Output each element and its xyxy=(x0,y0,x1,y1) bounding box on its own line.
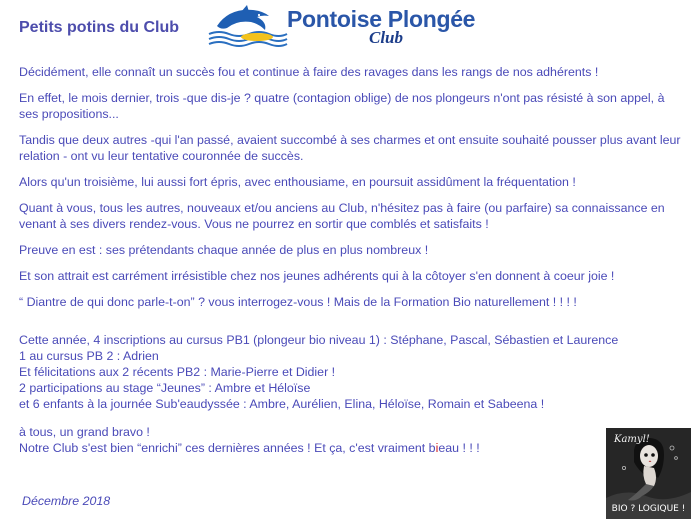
mermaid-illustration xyxy=(606,428,691,519)
article-body xyxy=(19,64,683,456)
paragraph: “ Diantre de qui donc parle-t-on” ? vous interrogez-vous ! Mais de la Formation Bio naturellement ! ! ! ! xyxy=(19,295,577,309)
highlight-letter: i xyxy=(435,441,439,455)
paragraph: Alors qu'un troisième, lui aussi fort épris, avec enthousiame, en poursuit assidûment la fréquentation ! xyxy=(19,175,576,189)
logo-wordmark: Pontoise Plongée xyxy=(287,6,476,32)
closing-text: Notre Club s'est bien “enrichi” ces dernières années ! Et ça, c'est vraiment b xyxy=(19,441,436,455)
stats-line: Cette année, 4 inscriptions au cursus PB1 (plongeur bio niveau 1) : Stéphane, Pascal, Sébastien et Laurence xyxy=(19,333,619,347)
page-header xyxy=(0,0,700,56)
paragraph: Et son attrait est carrément irrésistible chez nos jeunes adhérents qui à la côtoyer s'en donnent à coeur joie ! xyxy=(19,269,615,283)
stats-line: 1 au cursus PB 2 : Adrien xyxy=(19,349,159,363)
paragraph: Décidément, elle connaît un succès fou et continue à faire des ravages dans les rangs de nos adhérents ! xyxy=(19,65,599,79)
paragraph: Tandis que deux autres -qui l'an passé, avaient succombé à ses charmes et ont ensuite souhaité pousser plus avant leur relation - ont vu leur tentative couronnée de succès. xyxy=(19,133,681,163)
stats-line: Et félicitations aux 2 récents PB2 : Marie-Pierre et Didier ! xyxy=(19,365,336,379)
closing-line xyxy=(19,440,683,456)
page-title: Petits potins du Club xyxy=(19,19,179,36)
paragraph: En effet, le mois dernier, trois -que dis-je ? quatre (contagion oblige) de nos plongeurs n'ont pas résisté à son appel, à ses propositions... xyxy=(19,91,665,121)
paragraph: Quant à vous, tous les autres, nouveaux et/ou anciens au Club, n'hésitez pas à faire (ou parfaire) sa connaissance en venant à ses divers rendez-vous. Vous ne pourrez en sortir que comblés et satisfaits ! xyxy=(19,201,665,231)
stats-block xyxy=(19,332,683,412)
dolphin-logo-icon xyxy=(207,4,289,48)
stats-line: 2 participations au stage “Jeunes” : Ambre et Héloïse xyxy=(19,381,311,395)
closing-text: eau ! ! ! xyxy=(438,441,480,455)
image-signature: Kamyl! xyxy=(614,434,650,445)
publication-date: Décembre 2018 xyxy=(22,494,111,508)
paragraph: Preuve en est : ses prétendants chaque année de plus en plus nombreux ! xyxy=(19,243,429,257)
logo-subtitle: Club xyxy=(369,28,404,47)
image-caption: BIO ? LOGIQUE ! xyxy=(611,504,686,514)
closing-block xyxy=(19,424,683,456)
closing-line: à tous, un grand bravo ! xyxy=(19,425,150,439)
stats-line: et 6 enfants à la journée Sub'eaudyssée : Ambre, Aurélien, Elina, Héloïse, Romain et Sabeena ! xyxy=(19,397,545,411)
club-logo xyxy=(207,4,497,48)
